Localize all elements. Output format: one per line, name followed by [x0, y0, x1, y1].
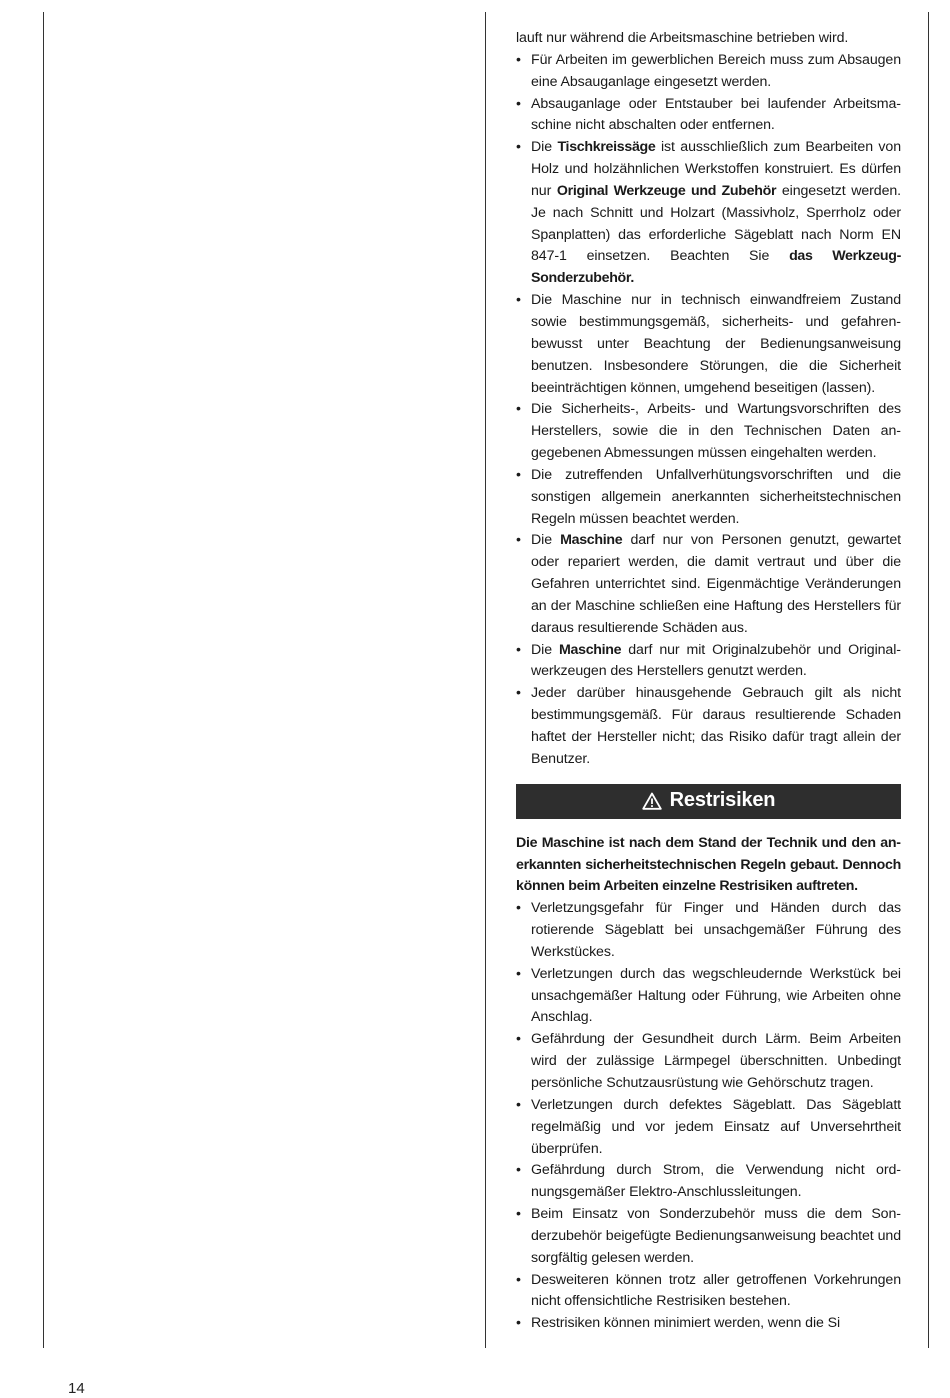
risk-item: • Verletzungen durch defektes Sägeblatt. Das Sägeblatt regelmäßig und vor jedem Einsatz auf Unversehrtheit überprüfen.	[516, 1095, 901, 1161]
item-text: ist ausschließlich zum Bearbeiten von Holz und holzähnlichen Werkstoffen konstruiert. Es dürfen nur	[531, 139, 901, 199]
section-banner	[516, 784, 901, 819]
item-text: darf nur von Personen genutzt, gewartet oder repariert werden, die damit vertraut und über die Gefahren unterrichtet sind. Eigenmächtige Veränderungen an der Maschine schließen eine Haftung des Herstellers für daraus resultierende Schäden aus.	[531, 532, 901, 636]
risk-item: • Verletzungen durch das wegschleudernde Werkstück bei unsachgemäßer Haltung oder Führung, wie Arbeiten ohne Anschlag.	[516, 964, 901, 1030]
continuation-text: lauft nur während die Arbeitsmaschine betrieben wird.	[516, 30, 849, 46]
item-text: Die	[531, 532, 561, 549]
item-text: darf nur mit Originalzubehör und Originalwerkzeugen des Herstellers genutzt werden.	[531, 641, 901, 680]
usage-rule-item	[516, 465, 901, 531]
usage-rule-item	[516, 399, 901, 465]
usage-rules-list	[516, 50, 901, 771]
risk-item: • Gefährdung durch Strom, die Verwendung nicht ordnungsgemäßer Elektro-Anschlussleitungen.	[516, 1160, 901, 1204]
usage-rule-item	[516, 683, 901, 770]
item-text: Jeder darüber hinausgehende Gebrauch gilt als nicht bestimmungsgemäß. Für daraus resultierende Schaden haftet der Hersteller nicht; das Risiko dafür tragt allein der Benutzer.	[531, 685, 901, 767]
risk-list	[516, 898, 901, 1335]
risk-item: • Verletzungsgefahr für Finger und Händen durch das rotierende Sägeblatt bei unsachgemäßer Führung des Werkstückes.	[516, 898, 901, 964]
item-text: Absauganlage oder Entstauber bei laufender Arbeitsmaschine nicht abschalten oder entfernen.	[531, 95, 901, 134]
emphasis-text: Original Werkzeuge und Zubehör	[556, 182, 777, 199]
item-text: Die Sicherheits-, Arbeits- und Wartungsvorschriften des Herstellers, sowie die in den Technischen Daten angegebenen Abmessungen müssen eingehalten werden.	[531, 401, 901, 462]
warning-triangle-icon	[642, 792, 662, 810]
item-text: Für Arbeiten im gewerblichen Bereich muss zum Absaugen eine Absauganlage eingesetzt werden.	[531, 51, 901, 90]
section-title: Restrisiken	[669, 789, 776, 812]
emphasis-text: das Werkzeug-Sonderzubehör.	[531, 248, 901, 287]
risk-item: • Restrisiken können minimiert werden, wenn die Si	[516, 1313, 901, 1335]
item-text: Die Maschine nur in technisch einwandfreiem Zustand sowie bestimmungsgemäß, sicherheits- und gefahrenbewusst unter Beachtung der Bedienungsanweisung benutzen. Insbesondere Störungen, die die Sicherheit beeinträchtigen können, umgehend beseitigen (lassen).	[531, 292, 901, 396]
left-margin-rule	[43, 12, 44, 1348]
item-text: Die	[531, 139, 558, 156]
item-text: eingesetzt werden. Je nach Schnitt und Holzart (Massivholz, Sperrholz oder Spanplatten) das erforderliche Sägeblatt nach Norm EN 847-1 einsetzen. Beachten Sie	[531, 182, 901, 265]
right-margin-rule	[928, 12, 929, 1348]
emphasis-text: Tischkreissäge	[557, 139, 656, 156]
right-column	[516, 28, 901, 1335]
usage-rule-item	[516, 530, 901, 639]
item-text: Die	[531, 641, 559, 658]
column-divider-rule	[485, 12, 486, 1348]
usage-rule-item	[516, 94, 901, 138]
section-intro: Die Maschine ist nach dem Stand der Technik und den anerkannten sicherheitstechnischen Regeln gebaut. Dennoch können beim Arbeiten einzelne Restrisiken auftreten.	[516, 834, 901, 895]
risk-item: • Gefährdung der Gesundheit durch Lärm. Beim Arbeiten wird der zulässige Lärmpegel überschnitten. Unbedingt persönliche Schutzausrüstung wie Gehörschutz tragen.	[516, 1029, 901, 1095]
usage-rule-item	[516, 290, 901, 399]
page-number: 14	[68, 1380, 85, 1397]
usage-rule-item	[516, 50, 901, 94]
emphasis-text: Maschine	[559, 641, 622, 658]
usage-rule-item	[516, 640, 901, 684]
emphasis-text: Maschine	[560, 532, 623, 549]
usage-rule-item	[516, 137, 901, 290]
item-text: Die zutreffenden Unfallverhütungsvorschriften und die sonstigen allgemein anerkannten sicherheitstechnischen Regeln müssen beachtet werden.	[531, 466, 901, 527]
risk-item: • Beim Einsatz von Sonderzubehör muss die dem Sonderzubehör beigefügte Bedienungsanweisung beachtet und sorgfältig gelesen werden.	[516, 1204, 901, 1270]
risk-item: • Desweiteren können trotz aller getroffenen Vorkehrungen nicht offensichtliche Restrisiken bestehen.	[516, 1270, 901, 1314]
